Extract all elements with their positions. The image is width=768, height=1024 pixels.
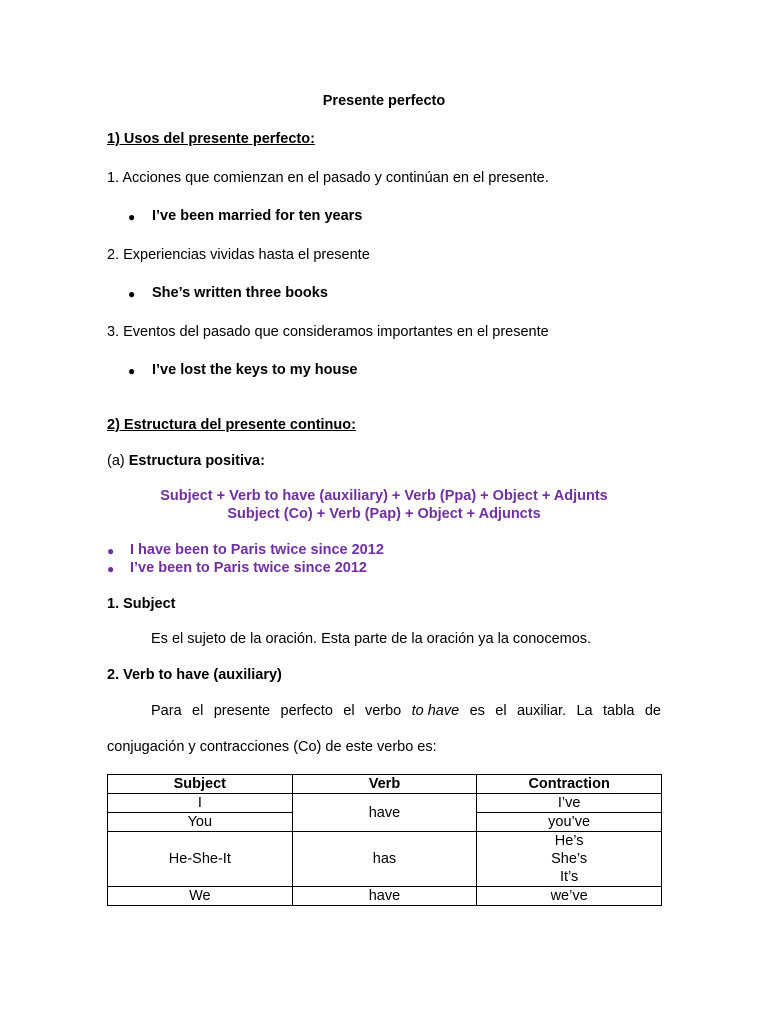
formula-line-1: Subject + Verb to have (auxiliary) + Verb (Ppa) + Object + Adjunts (160, 488, 608, 504)
word: verbo (364, 703, 402, 719)
header-subject: Subject (108, 775, 293, 794)
example-2: I’ve been to Paris twice since 2012 (130, 560, 367, 576)
verb-text-line-2: conjugación y contracciones (Co) de este verbo es: (107, 739, 437, 755)
use-3-text: 3. Eventos del pasado que consideramos importantes en el presente (107, 324, 549, 340)
table-row (108, 794, 662, 813)
use-3-example: I’ve lost the keys to my house (152, 362, 358, 378)
contraction-she: She’s (551, 851, 588, 867)
italic-term: to have (411, 703, 460, 719)
bullet-icon: ● (128, 210, 136, 224)
positive-structure-label (107, 452, 265, 470)
verb-heading: 2. Verb to have (auxiliary) (107, 667, 282, 683)
example-1: I have been to Paris twice since 2012 (130, 542, 384, 558)
positive-label: Estructura positiva: (128, 453, 265, 469)
word: perfecto (280, 703, 333, 719)
table-header-row (108, 775, 662, 794)
cell-subject: We (108, 887, 293, 906)
table-row (108, 887, 662, 906)
bullet-icon: ● (107, 544, 115, 558)
contraction-he: He’s (554, 833, 584, 849)
bullet-icon: ● (128, 364, 136, 378)
positive-prefix: (a) (107, 453, 125, 469)
word: es (469, 703, 485, 719)
word: presente (213, 703, 271, 719)
cell-verb: has (292, 832, 477, 887)
word: tabla (603, 703, 635, 719)
header-contraction: Contraction (477, 775, 662, 794)
word: Para (151, 703, 182, 719)
table-row (108, 832, 662, 887)
header-verb: Verb (292, 775, 477, 794)
page-title: Presente perfecto (322, 93, 446, 109)
use-1-example: I’ve been married for ten years (152, 208, 363, 224)
section2-heading: 2) Estructura del presente continuo: (107, 417, 356, 433)
subject-heading: 1. Subject (107, 596, 176, 612)
formula-line-2: Subject (Co) + Verb (Pap) + Object + Adjuncts (227, 506, 541, 522)
cell-contraction: I’ve (477, 794, 662, 813)
conjugation-table (107, 774, 662, 906)
cell-verb: have (292, 887, 477, 906)
use-1-text: 1. Acciones que comienzan en el pasado y continúan en el presente. (107, 170, 549, 186)
word: auxiliar. (516, 703, 567, 719)
cell-contraction: we’ve (477, 887, 662, 906)
verb-text-line-1 (151, 702, 661, 720)
word: de (644, 703, 661, 719)
cell-subject: You (108, 813, 293, 832)
bullet-icon: ● (128, 287, 136, 301)
contraction-it: It’s (559, 869, 579, 885)
use-2-example: She’s written three books (152, 285, 328, 301)
word: el (495, 703, 507, 719)
cell-contraction: you’ve (477, 813, 662, 832)
bullet-icon: ● (107, 562, 115, 576)
use-2-text: 2. Experiencias vividas hasta el presente (107, 247, 370, 263)
cell-contraction (477, 832, 662, 887)
cell-subject: I (108, 794, 293, 813)
word: el (343, 703, 355, 719)
cell-subject: He-She-It (108, 832, 293, 887)
word: el (192, 703, 204, 719)
cell-verb: have (292, 794, 477, 832)
section1-heading: 1) Usos del presente perfecto: (107, 131, 315, 147)
subject-text: Es el sujeto de la oración. Esta parte de la oración ya la conocemos. (151, 631, 592, 647)
word: La (576, 703, 593, 719)
